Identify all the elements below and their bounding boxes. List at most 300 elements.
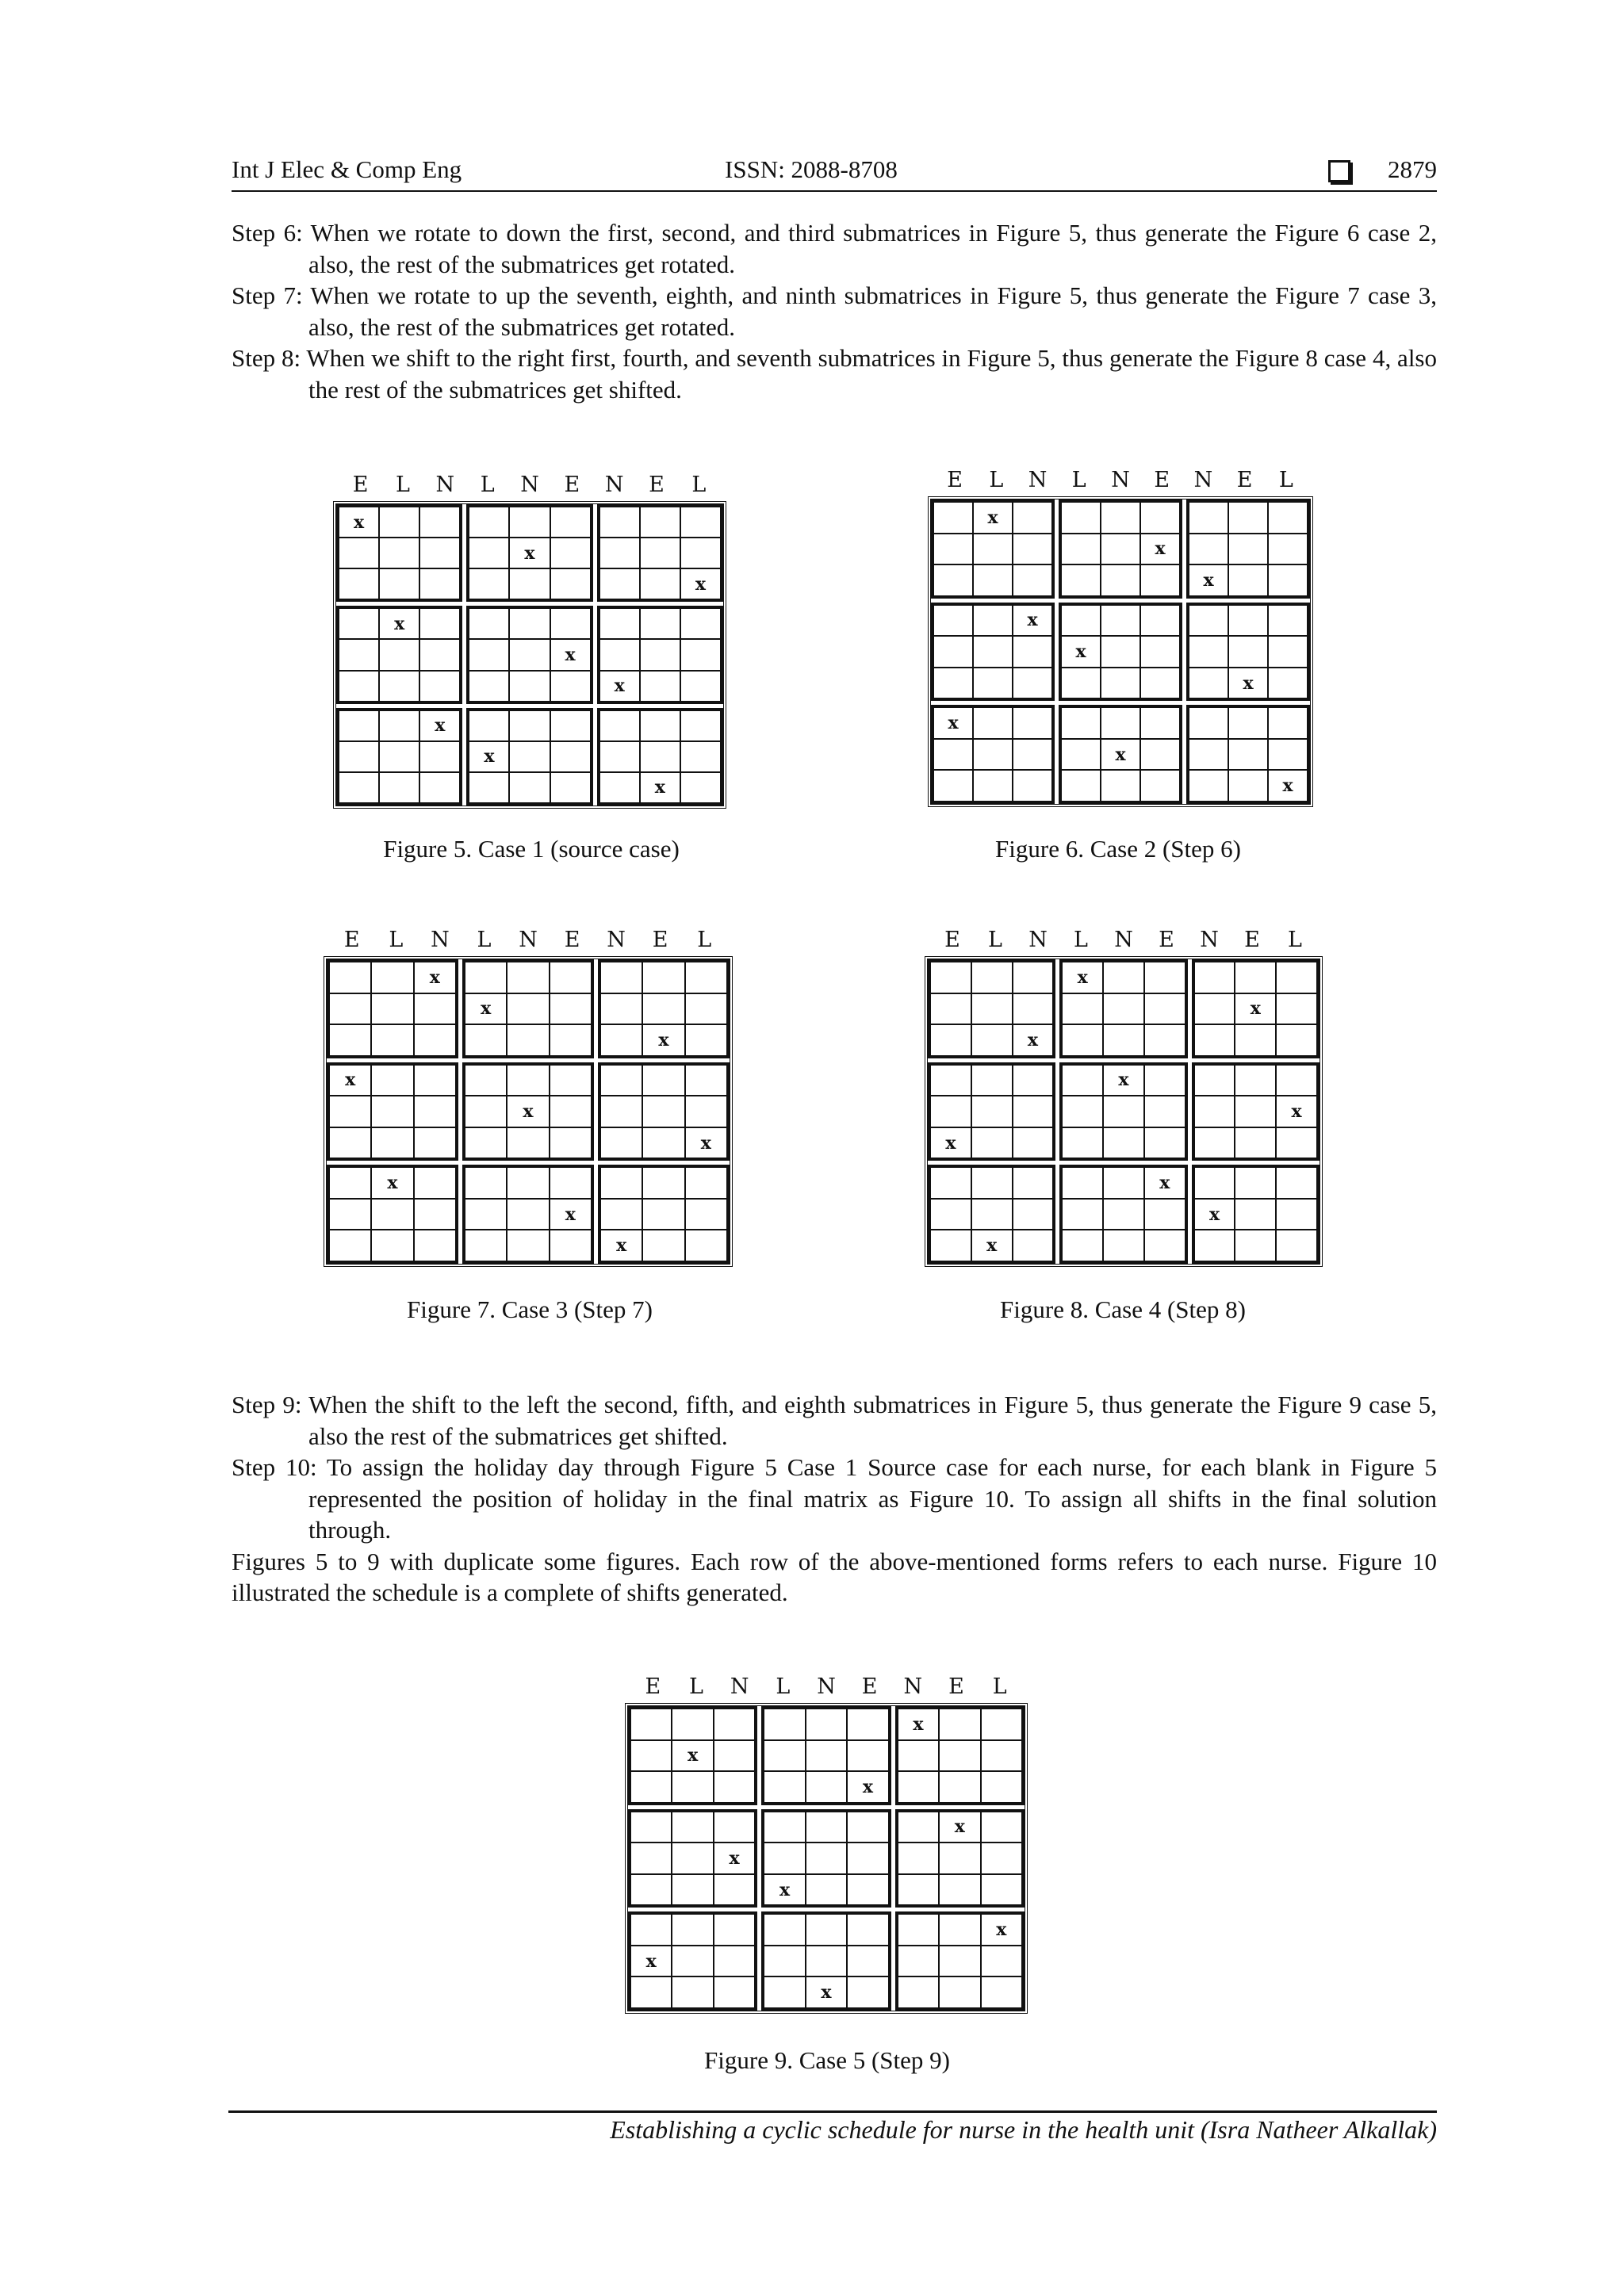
holiday-mark: x <box>680 568 721 599</box>
schedule-cell <box>806 1914 847 1946</box>
schedule-cell <box>1268 636 1308 668</box>
holiday-mark: x <box>1228 668 1268 699</box>
schedule-cell <box>1013 668 1052 699</box>
schedule-cell <box>1103 1199 1144 1230</box>
schedule-cell <box>672 1874 713 1906</box>
holiday-mark: x <box>640 772 680 803</box>
schedule-cell <box>1144 993 1185 1025</box>
schedule-cell <box>971 1096 1013 1127</box>
schedule-cell <box>469 639 509 670</box>
schedule-cell <box>550 1065 592 1096</box>
header-rule <box>232 190 1437 192</box>
schedule-cell <box>1061 770 1101 802</box>
schedule-cell <box>599 772 640 803</box>
schedule-cell <box>371 1199 413 1230</box>
schedule-cell <box>1189 668 1228 699</box>
schedule-cell <box>509 671 550 702</box>
schedule-cell <box>465 1024 507 1056</box>
schedule-cell <box>414 1127 456 1159</box>
schedule-cell <box>981 1946 1022 1977</box>
schedule-cell <box>465 1199 507 1230</box>
schedule-cell <box>1062 1199 1103 1230</box>
schedule-cell <box>1268 564 1308 596</box>
schedule-cell <box>680 608 721 639</box>
schedule-cell <box>1144 962 1185 993</box>
schedule-cell <box>1140 502 1180 534</box>
schedule-cell <box>1189 534 1228 565</box>
column-letter: N <box>431 928 450 952</box>
column-letter: N <box>1028 928 1048 952</box>
schedule-cell <box>939 1874 980 1906</box>
steps-top <box>232 217 1437 405</box>
schedule-cell <box>1228 770 1268 802</box>
column-letter: E <box>861 1674 878 1699</box>
column-letter: E <box>1154 468 1170 492</box>
column-letter: N <box>903 1674 923 1699</box>
schedule-cell <box>806 1771 847 1803</box>
figure-7-caption: Figure 7. Case 3 (Step 7) <box>407 1295 653 1323</box>
holiday-mark: x <box>672 1740 713 1772</box>
schedule-cell <box>419 608 460 639</box>
holiday-mark: x <box>1268 770 1308 802</box>
schedule-cell <box>599 568 640 599</box>
schedule-cell <box>971 1024 1013 1056</box>
submatrix <box>1059 1165 1187 1264</box>
holiday-mark: x <box>1013 605 1052 637</box>
schedule-cell <box>1103 993 1144 1025</box>
running-header <box>232 155 1437 190</box>
schedule-cell <box>371 1127 413 1159</box>
schedule-cell <box>714 1771 755 1803</box>
column-letter: L <box>992 1674 1007 1699</box>
steps-bottom <box>232 1389 1437 1609</box>
holiday-mark: x <box>939 1812 980 1843</box>
schedule-cell <box>1194 993 1235 1025</box>
closing-paragraph: Figures 5 to 9 with duplicate some figures. Each row of the above-mentioned forms refers to each nurse. Figure 10 illustrated the schedule is a complete of shifts generated. <box>232 1547 1437 1606</box>
schedule-cell <box>630 1843 672 1874</box>
schedule-cell <box>806 1843 847 1874</box>
schedule-grid <box>333 501 726 809</box>
schedule-cell <box>672 1914 713 1946</box>
schedule-cell <box>550 538 591 568</box>
schedule-cell <box>465 1167 507 1199</box>
schedule-cell <box>1103 1096 1144 1127</box>
schedule-cell <box>630 1976 672 2008</box>
schedule-cell <box>1140 564 1180 596</box>
schedule-cell <box>329 1024 371 1056</box>
column-letters <box>625 1674 1029 1703</box>
schedule-cell <box>419 772 460 803</box>
schedule-cell <box>640 639 680 670</box>
schedule-cell <box>971 1127 1013 1159</box>
schedule-cell <box>640 671 680 702</box>
schedule-cell <box>680 741 721 772</box>
schedule-cell <box>329 1167 371 1199</box>
column-letter: N <box>1028 468 1048 492</box>
submatrix <box>462 1165 594 1264</box>
schedule-cell <box>1194 1167 1235 1199</box>
schedule-cell <box>371 1065 413 1096</box>
schedule-grid <box>928 496 1313 807</box>
schedule-cell <box>599 608 640 639</box>
schedule-grid <box>324 956 733 1267</box>
schedule-cell <box>1268 668 1308 699</box>
schedule-cell <box>1189 707 1228 739</box>
schedule-cell <box>1189 770 1228 802</box>
holiday-mark: x <box>630 1946 672 1977</box>
schedule-cell <box>1101 605 1140 637</box>
submatrix <box>597 606 723 703</box>
submatrix <box>628 1809 757 1908</box>
schedule-cell <box>672 1976 713 2008</box>
schedule-cell <box>414 993 456 1025</box>
schedule-cell <box>339 568 379 599</box>
holiday-mark: x <box>1013 1024 1054 1056</box>
schedule-cell <box>898 1843 939 1874</box>
submatrix <box>462 959 594 1058</box>
schedule-cell <box>600 1096 642 1127</box>
schedule-cell <box>1061 564 1101 596</box>
schedule-cell <box>672 1812 713 1843</box>
schedule-cell <box>847 1709 888 1740</box>
schedule-cell <box>379 538 419 568</box>
schedule-cell <box>507 1024 549 1056</box>
submatrix <box>466 708 592 806</box>
schedule-cell <box>680 639 721 670</box>
holiday-mark: x <box>371 1167 413 1199</box>
schedule-cell <box>630 1709 672 1740</box>
schedule-cell <box>600 1199 642 1230</box>
schedule-cell <box>933 636 973 668</box>
schedule-cell <box>630 1812 672 1843</box>
schedule-cell <box>507 962 549 993</box>
schedule-cell <box>930 962 971 993</box>
schedule-cell <box>685 1024 727 1056</box>
schedule-cell <box>465 1127 507 1159</box>
holiday-mark: x <box>599 671 640 702</box>
schedule-cell <box>1228 502 1268 534</box>
schedule-cell <box>550 741 591 772</box>
schedule-cell <box>1228 739 1268 771</box>
schedule-cell <box>685 1065 727 1096</box>
column-letter: E <box>649 473 665 497</box>
schedule-cell <box>973 636 1013 668</box>
step-8: Step 8: When we shift to the right first, fourth, and seventh submatrices in Figure 5, thus generate the Figure 8 case 4, also the rest of the submatrices get shifted. <box>232 344 1437 404</box>
schedule-cell <box>847 1812 888 1843</box>
schedule-cell <box>1140 668 1180 699</box>
submatrix <box>895 1809 1025 1908</box>
schedule-cell <box>971 1065 1013 1096</box>
holiday-mark: x <box>469 741 509 772</box>
schedule-cell <box>680 507 721 538</box>
holiday-mark: x <box>507 1096 549 1127</box>
submatrix <box>327 1062 458 1161</box>
column-letter: E <box>564 928 580 952</box>
submatrix <box>928 959 1055 1058</box>
step-9: Step 9: When the shift to the left the second, fifth, and eighth submatrices in Figure 5, thus generate the Figure 9 case 5, also the rest of the submatrices get shifted. <box>232 1391 1437 1450</box>
submatrix <box>336 504 462 602</box>
schedule-cell <box>1140 770 1180 802</box>
schedule-cell <box>939 1771 980 1803</box>
submatrix <box>327 1165 458 1264</box>
schedule-cell <box>981 1709 1022 1740</box>
running-footer: Establishing a cyclic schedule for nurse in the health unit (Isra Natheer Alkallak) <box>610 2115 1437 2144</box>
schedule-cell <box>339 639 379 670</box>
schedule-cell <box>1103 1127 1144 1159</box>
schedule-cell <box>1062 1065 1103 1096</box>
column-letter: N <box>1111 468 1130 492</box>
column-letter: N <box>607 928 626 952</box>
holiday-mark: x <box>600 1230 642 1261</box>
schedule-cell <box>1228 605 1268 637</box>
schedule-cell <box>414 1199 456 1230</box>
schedule-cell <box>939 1709 980 1740</box>
schedule-cell <box>1013 534 1052 565</box>
schedule-cell <box>898 1946 939 1977</box>
schedule-cell <box>1235 1024 1276 1056</box>
schedule-cell <box>509 608 550 639</box>
schedule-cell <box>714 1709 755 1740</box>
schedule-cell <box>414 1230 456 1261</box>
schedule-cell <box>469 568 509 599</box>
schedule-cell <box>1189 502 1228 534</box>
schedule-cell <box>1235 962 1276 993</box>
schedule-cell <box>600 1024 642 1056</box>
schedule-cell <box>642 993 684 1025</box>
schedule-cell <box>898 1914 939 1946</box>
column-letter: L <box>1278 468 1293 492</box>
column-letter: E <box>1159 928 1174 952</box>
schedule-cell <box>1276 1199 1317 1230</box>
schedule-cell <box>981 1843 1022 1874</box>
schedule-cell <box>329 993 371 1025</box>
column-letter: N <box>520 473 539 497</box>
schedule-cell <box>939 1946 980 1977</box>
schedule-cell <box>973 707 1013 739</box>
schedule-cell <box>933 770 973 802</box>
submatrix <box>761 1809 891 1908</box>
holiday-mark: x <box>465 993 507 1025</box>
schedule-cell <box>550 1230 592 1261</box>
schedule-cell <box>329 1199 371 1230</box>
schedule-cell <box>640 710 680 741</box>
holiday-mark: x <box>1062 962 1103 993</box>
schedule-cell <box>509 710 550 741</box>
schedule-cell <box>371 1024 413 1056</box>
column-letter: N <box>817 1674 836 1699</box>
schedule-cell <box>933 564 973 596</box>
holiday-mark: x <box>847 1771 888 1803</box>
schedule-cell <box>933 534 973 565</box>
schedule-cell <box>469 710 509 741</box>
schedule-cell <box>806 1812 847 1843</box>
schedule-cell <box>806 1709 847 1740</box>
schedule-cell <box>509 741 550 772</box>
schedule-cell <box>1061 739 1101 771</box>
column-letter: E <box>944 928 960 952</box>
schedule-cell <box>379 772 419 803</box>
schedule-cell <box>379 671 419 702</box>
figure-5-caption: Figure 5. Case 1 (source case) <box>383 835 680 863</box>
schedule-cell <box>600 1167 642 1199</box>
schedule-cell <box>509 772 550 803</box>
schedule-cell <box>1103 1024 1144 1056</box>
schedule-cell <box>469 538 509 568</box>
schedule-cell <box>685 1230 727 1261</box>
schedule-cell <box>680 538 721 568</box>
schedule-cell <box>507 993 549 1025</box>
schedule-cell <box>1268 707 1308 739</box>
footer-rule <box>228 2110 1437 2113</box>
submatrix <box>931 705 1055 804</box>
schedule-cell <box>1013 564 1052 596</box>
schedule-cell <box>685 1167 727 1199</box>
schedule-cell <box>1013 1096 1054 1127</box>
schedule-cell <box>600 962 642 993</box>
schedule-cell <box>1061 502 1101 534</box>
schedule-cell <box>379 639 419 670</box>
schedule-cell <box>1062 1127 1103 1159</box>
schedule-cell <box>630 1771 672 1803</box>
submatrix <box>597 708 723 806</box>
holiday-mark: x <box>933 707 973 739</box>
holiday-mark: x <box>379 608 419 639</box>
schedule-cell <box>419 568 460 599</box>
submatrix <box>895 1911 1025 2011</box>
schedule-cell <box>550 1127 592 1159</box>
column-letters <box>333 473 730 501</box>
schedule-cell <box>764 1946 805 1977</box>
schedule-cell <box>1144 1230 1185 1261</box>
submatrix <box>598 1062 730 1161</box>
schedule-cell <box>981 1771 1022 1803</box>
submatrix <box>761 1706 891 1805</box>
column-letter: N <box>519 928 538 952</box>
submatrix <box>628 1911 757 2011</box>
column-letter: L <box>477 928 492 952</box>
schedule-cell <box>599 538 640 568</box>
column-letter: L <box>480 473 495 497</box>
schedule-cell <box>1013 1230 1054 1261</box>
schedule-cell <box>509 568 550 599</box>
schedule-cell <box>973 668 1013 699</box>
holiday-mark: x <box>981 1914 1022 1946</box>
schedule-cell <box>1061 605 1101 637</box>
schedule-cell <box>419 639 460 670</box>
schedule-cell <box>933 605 973 637</box>
schedule-cell <box>599 639 640 670</box>
schedule-cell <box>1276 1024 1317 1056</box>
submatrix <box>1059 603 1182 702</box>
page-number: 2879 <box>1388 155 1437 183</box>
holiday-mark: x <box>1276 1096 1317 1127</box>
schedule-cell <box>507 1230 549 1261</box>
column-letter: N <box>730 1674 749 1699</box>
schedule-cell <box>1013 739 1052 771</box>
schedule-cell <box>1013 993 1054 1025</box>
schedule-cell <box>379 568 419 599</box>
schedule-cell <box>764 1771 805 1803</box>
schedule-cell <box>1194 1065 1235 1096</box>
schedule-cell <box>1228 707 1268 739</box>
schedule-cell <box>930 1024 971 1056</box>
schedule-cell <box>1101 707 1140 739</box>
column-letters <box>925 928 1321 956</box>
submatrix <box>1192 1165 1320 1264</box>
schedule-cell <box>714 1914 755 1946</box>
schedule-cell <box>550 772 591 803</box>
schedule-cell <box>1276 1230 1317 1261</box>
holiday-mark: x <box>1189 564 1228 596</box>
schedule-cell <box>764 1976 805 2008</box>
holiday-mark: x <box>1103 1065 1144 1096</box>
holiday-mark: x <box>329 1065 371 1096</box>
submatrix <box>462 1062 594 1161</box>
schedule-cell <box>806 1740 847 1772</box>
submatrix <box>931 603 1055 702</box>
submatrix <box>931 499 1055 599</box>
schedule-cell <box>329 1230 371 1261</box>
schedule-cell <box>465 962 507 993</box>
schedule-cell <box>550 1096 592 1127</box>
schedule-cell <box>933 668 973 699</box>
schedule-cell <box>465 1065 507 1096</box>
schedule-cell <box>764 1843 805 1874</box>
schedule-cell <box>1013 1127 1054 1159</box>
submatrix <box>628 1706 757 1805</box>
schedule-cell <box>1268 502 1308 534</box>
schedule-cell <box>1235 1167 1276 1199</box>
schedule-cell <box>672 1771 713 1803</box>
schedule-cell <box>1061 707 1101 739</box>
column-letter: L <box>396 473 410 497</box>
schedule-cell <box>1013 707 1052 739</box>
issn: ISSN: 2088-8708 <box>725 155 898 183</box>
schedule-cell <box>898 1976 939 2008</box>
holiday-mark: x <box>642 1024 684 1056</box>
schedule-cell <box>685 962 727 993</box>
schedule-cell <box>1062 1096 1103 1127</box>
schedule-cell <box>1013 1167 1054 1199</box>
schedule-cell <box>630 1740 672 1772</box>
schedule-cell <box>847 1976 888 2008</box>
schedule-cell <box>642 1167 684 1199</box>
holiday-mark: x <box>898 1709 939 1740</box>
schedule-cell <box>1276 1065 1317 1096</box>
submatrix <box>466 606 592 703</box>
schedule-cell <box>971 1167 1013 1199</box>
schedule-cell <box>414 1167 456 1199</box>
step-6: Step 6: When we rotate to down the first, second, and third submatrices in Figure 5, thus generate the Figure 6 case 2, also, the rest of the submatrices get rotated. <box>232 219 1437 278</box>
schedule-grid <box>625 1703 1028 2014</box>
journal-name: Int J Elec & Comp Eng <box>232 155 462 183</box>
schedule-cell <box>329 962 371 993</box>
schedule-cell <box>1062 1167 1103 1199</box>
schedule-cell <box>419 741 460 772</box>
schedule-cell <box>465 1096 507 1127</box>
holiday-mark: x <box>1194 1199 1235 1230</box>
schedule-cell <box>1140 605 1180 637</box>
schedule-cell <box>898 1812 939 1843</box>
column-letter: L <box>691 473 707 497</box>
schedule-cell <box>1144 1096 1185 1127</box>
schedule-cell <box>714 1812 755 1843</box>
schedule-cell <box>1276 1127 1317 1159</box>
schedule-cell <box>507 1065 549 1096</box>
schedule-cell <box>1013 770 1052 802</box>
submatrix <box>1186 603 1310 702</box>
schedule-cell <box>930 1096 971 1127</box>
